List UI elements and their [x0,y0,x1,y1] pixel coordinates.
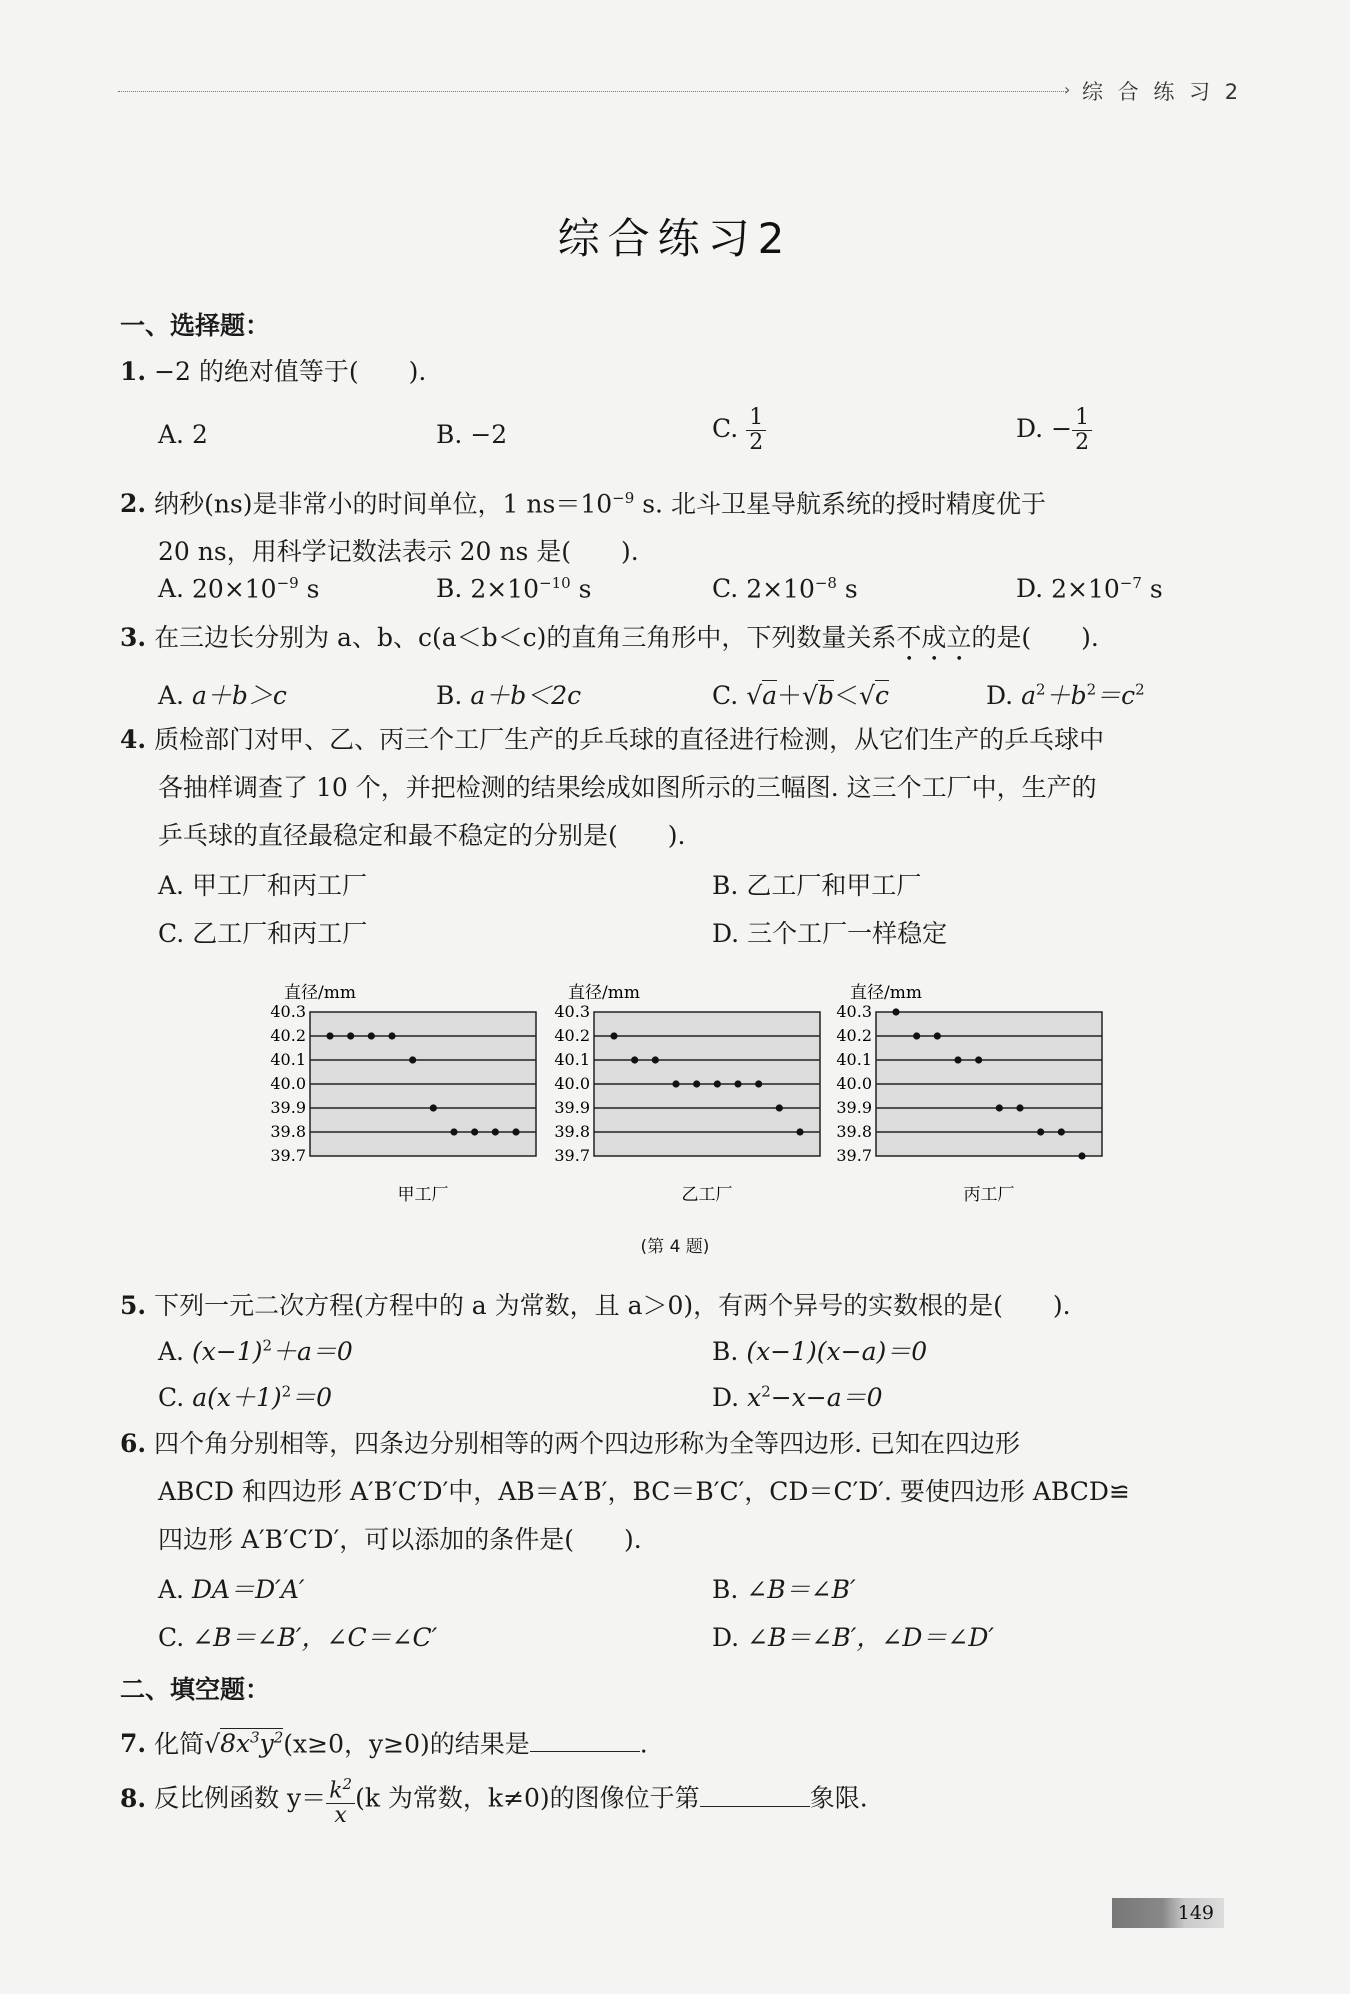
chart-point [714,1080,721,1087]
chart-point [1078,1152,1085,1159]
chart-point [368,1032,375,1039]
chart-tick-label: 40.0 [554,1074,590,1093]
question-3: 3. 在三边长分别为 a、b、c(a＜b＜c)的直角三角形中，下列数量关系不成立的是( ). [120,623,1099,652]
q1-option-d: D. − $\frac{1}{2}$ [1016,406,1092,455]
section-choice: 一、选择题： [120,311,271,340]
q5-option-a: A. $(x-1)^2+a=0$ [158,1336,353,1366]
chart-point [892,1008,899,1015]
question-4: 4. 质检部门对甲、乙、丙三个工厂生产的乒乓球的直径进行检测，从它们生产的乒乓球中 各抽样调查了 10 个，并把检测的结果绘成如图所示的三幅图. 这三个工厂中，生产的 乒乓球的直径最稳定和最不稳定的分别是( ). [120,725,1105,850]
q6-option-c: C. ∠B＝∠B′，∠C＝∠C′ [158,1623,438,1652]
chart-point [388,1032,395,1039]
answer-blank[interactable] [530,1727,640,1752]
question-text: −2 的绝对值等于( ). [154,357,427,386]
chart-tick-label: 40.2 [836,1026,872,1045]
page-number-tab [1112,1898,1224,1928]
chart-tick-label: 40.1 [554,1050,590,1069]
question-6: 6. 四个角分别相等，四条边分别相等的两个四边形称为全等四边形. 已知在四边形 ABCD 和四边形 A′B′C′D′中，AB＝A′B′，BC＝B′C′，CD＝C′D′. 要使四边形 ABCD≌ 四边形 A′B′C′D′，可以添加的条件是( ). [120,1429,1130,1554]
q3-option-a: A. a＋b＞c [158,681,287,710]
q3-option-b: B. a＋b＜2c [436,681,582,710]
q3-option-d: D. $a^2+b^2=c^2$ [986,680,1145,710]
chart-title: 甲工厂 [397,1185,449,1205]
chart-tick-label: 40.0 [836,1074,872,1093]
question-2: 2. 纳秒(ns)是非常小的时间单位，1 $ns=10^{-9}$ s. 北斗卫星导航系统的授时精度优于 20 ns，用科学记数法表示 20 ns 是( ). [120,489,1046,567]
chart-tick-label: 40.3 [554,1002,590,1021]
question-7: 7. 化简$√8x^3y^2(x\ge 0$，y≥0)的结果是 . [120,1729,648,1759]
chart-point [755,1080,762,1087]
q4-option-d: D. 三个工厂一样稳定 [712,919,948,948]
factory-charts [260,972,1120,1232]
chart-point [326,1032,333,1039]
chart-title: 乙工厂 [681,1185,733,1205]
q2-option-d: D. $2\times 10^{-7}$ s [1016,574,1163,604]
chart-tick-label: 40.0 [270,1074,306,1093]
chart-point [693,1080,700,1087]
header-rule [118,91,1066,92]
section-fill: 二、填空题： [120,1675,271,1704]
page-number: 149 [1177,1902,1214,1924]
q2-option-a: A. $20\times 10^{-9}$ s [158,574,320,604]
chart-point [672,1080,679,1087]
chart-point [430,1104,437,1111]
q1-option-c: C. $\frac{1}{2}$ [712,406,766,455]
chart-point [1058,1128,1065,1135]
question-5: 5. 下列一元二次方程(方程中的 a 为常数，且 a＞0)，有两个异号的实数根的是( ). [120,1291,1071,1320]
chart-point [975,1056,982,1063]
q5-option-d: D. $x^2-x-a=0$ [712,1382,883,1412]
chart-tick-label: 40.3 [836,1002,872,1021]
chart-tick-label: 39.7 [836,1146,872,1165]
chart-tick-label: 40.3 [270,1002,306,1021]
chart-point [1037,1128,1044,1135]
chart-point [631,1056,638,1063]
chart-tick-label: 39.8 [554,1122,590,1141]
chart-point [450,1128,457,1135]
chart-tick-label: 39.7 [270,1146,306,1165]
q6-option-b: B. ∠B＝∠B′ [712,1575,856,1604]
chart-tick-label: 39.8 [836,1122,872,1141]
chart-point [347,1032,354,1039]
chart-point [610,1032,617,1039]
chart-tick-label: 39.9 [270,1098,306,1117]
chart-tick-label: 39.8 [270,1122,306,1141]
q4-option-a: A. 甲工厂和丙工厂 [158,871,368,900]
chart-title: 丙工厂 [963,1185,1015,1205]
header-arrow-icon: › [1064,80,1071,99]
q6-option-a: A. DA＝D′A′ [158,1575,305,1604]
chart-point [776,1104,783,1111]
chart-point [512,1128,519,1135]
figure-caption: (第 4 题) [640,1237,710,1257]
q2-option-b: B. $2\times 10^{-10}$ s [436,574,592,604]
chart-point [409,1056,416,1063]
chart-point [652,1056,659,1063]
chart-tick-label: 39.9 [836,1098,872,1117]
q6-option-d: D. ∠B＝∠B′，∠D＝∠D′ [712,1623,995,1652]
chart-tick-label: 39.7 [554,1146,590,1165]
chart-ylabel: 直径/mm [568,983,640,1003]
q5-option-b: B. (x−1)(x−a)＝0 [712,1337,928,1366]
chart-point [492,1128,499,1135]
chart-tick-label: 39.9 [554,1098,590,1117]
question-1 [120,348,1230,396]
chart-tick-label: 40.1 [270,1050,306,1069]
chart-tick-label: 40.1 [836,1050,872,1069]
chart-ylabel: 直径/mm [850,983,922,1003]
q4-option-b: B. 乙工厂和甲工厂 [712,871,922,900]
page-title: 综合练习2 [557,214,793,263]
chart-point [471,1128,478,1135]
running-title: 综 合 练 习 2 [1082,80,1243,104]
question-number: 1. [120,357,147,386]
q3-option-c: C. √a＋√b＜√c [712,681,889,710]
chart-point [1016,1104,1023,1111]
chart-ylabel: 直径/mm [284,983,356,1003]
q2-option-c: C. $2\times 10^{-8}$ s [712,574,858,604]
chart-point [734,1080,741,1087]
answer-blank[interactable] [700,1782,810,1807]
q4-option-c: C. 乙工厂和丙工厂 [158,919,368,948]
question-8: 8. 反比例函数 y＝ $\frac{k^2}{x}$ (k 为常数，k≠0)的图像位于第 象限. [120,1772,1230,1828]
chart-point [796,1128,803,1135]
q1-option-b: B. −2 [436,420,508,449]
chart-point [913,1032,920,1039]
chart-tick-label: 40.2 [554,1026,590,1045]
chart-point [996,1104,1003,1111]
q5-option-c: C. $a(x+1)^2=0$ [158,1382,333,1412]
chart-point [934,1032,941,1039]
q1-option-a: A. 2 [158,420,208,449]
chart-tick-label: 40.2 [270,1026,306,1045]
chart-point [954,1056,961,1063]
